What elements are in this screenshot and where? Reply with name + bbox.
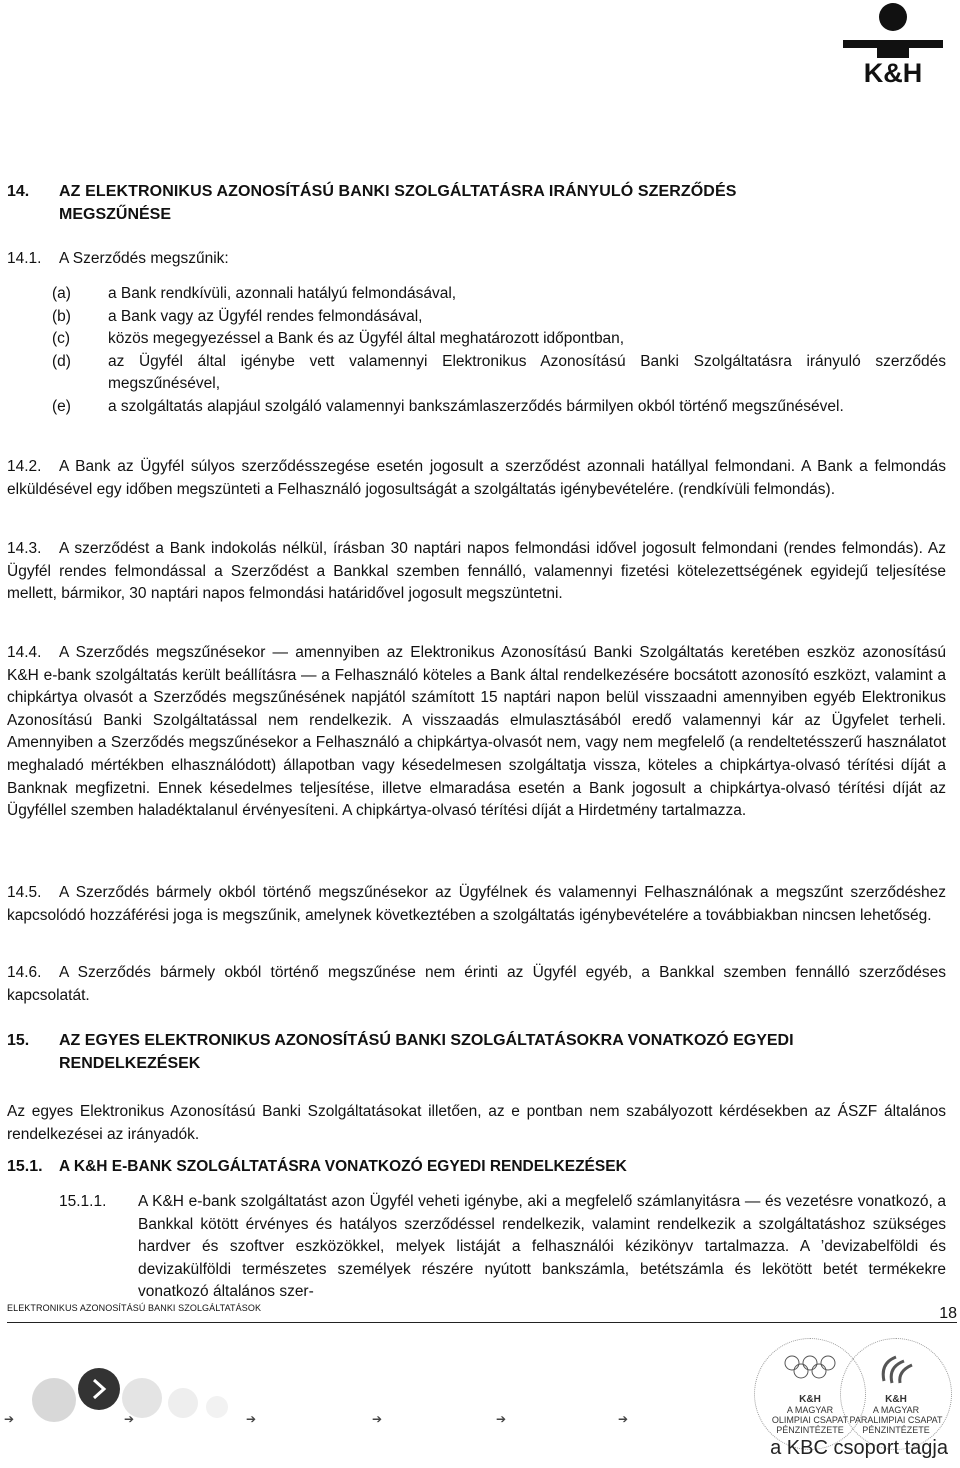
section-title-cont: MEGSZŰNÉSE: [59, 205, 172, 223]
footer-title: ELEKTRONIKUS AZONOSÍTÁSÚ BANKI SZOLGÁLTATÁSOK: [7, 1303, 262, 1313]
seal-text: PÉNZINTÉZETE: [862, 1425, 930, 1435]
arrow-icon: ➔: [124, 1412, 135, 1426]
paragraph-text: A Bank az Ügyfél súlyos szerződésszegése esetén jogosult a szerződést azonnali hatállyal felmondani. A Bank a felmondás elküldésével egy időben megszünteti a Felhasználó jogosultságát a szolgáltatás igénybevételére. (rendkívüli felmondás).: [7, 458, 946, 498]
section-title: AZ ELEKTRONIKUS AZONOSÍTÁSÚ BANKI SZOLGÁLTATÁSRA IRÁNYULÓ SZERZŐDÉS: [59, 183, 737, 200]
list-label: (d): [52, 352, 71, 370]
seal-text: PARALIMPIAI CSAPAT: [849, 1415, 943, 1425]
section-title-cont: RENDELKEZÉSEK: [59, 1054, 201, 1072]
paragraph-text: A Szerződés bármely okból történő megszűnése nem érinti az Ügyfél egyéb, a Bankkal szemben fennálló szerződéses kapcsolatát.: [7, 964, 946, 1004]
section-number: 14.: [7, 183, 30, 200]
list-item: [52, 328, 946, 351]
list-label: (a): [52, 285, 71, 302]
paragraph-14-1: [7, 248, 946, 271]
seal-text: K&H: [799, 1394, 821, 1405]
paragraph-text: A szerződést a Bank indokolás nélkül, írásban 30 naptári napos felmondási idővel jogosult felmondani (rendes felmondás). Az Ügyfél rendes felmondással a Szerződést a Bankkal szemben fennálló, valamennyi fizetési kötelezettségének egyidejű teljesítése mellett, bármikor, 30 naptári napos felmondási határidővel jogosult megszüntetni.: [7, 540, 946, 603]
arrow-circle-icon: [78, 1368, 120, 1410]
paragraph-number: 14.4.: [7, 644, 42, 661]
paralympic-seal: [840, 1338, 952, 1450]
olympic-rings-icon: [780, 1353, 840, 1383]
list-text: a szolgáltatás alapjául szolgáló valamennyi bankszámlaszerződés bármilyen okból történő megszűnésével.: [108, 397, 844, 415]
svg-text:K&H: K&H: [863, 58, 923, 86]
seal-text: A MAGYAR: [872, 1405, 920, 1415]
list-item: [52, 283, 946, 306]
arrow-icon: ➔: [372, 1412, 383, 1426]
paragraph-text: A Szerződés megszűnésekor — amennyiben az Elektronikus Azonosítású Banki Szolgáltatás keretében eszköz azonosítású K&H e-bank szolgáltatás került beállításra — a Felhasználó köteles a Bank által rendelkezésére bocsátott azonosító eszközt, valamint a chipkártya olvasót a Szerződés megszűnésének napjától számított 15 naptári napon belül visszaadni amennyiben egyéb Elektronikus Azonosítású Banki Szolgáltatással nem rendelkezik. A visszaadás elmulasztásából eredő valamennyi kár az Ügyfelet terheli. Amennyiben a Szerződés megszűnésekor a Felhasználó a chipkártya-olvasót nem, vagy nem megfelelő (a rendeltetésszerű használatot meghaladó mértékben elhasználódott) állapotban vagy késedelmesen szolgáltatja vissza, köteles a chipkártya-olvasó térítési díját a Banknak megfizetni. Ennek késedelmes teljesítése, illetve elmaradása esetén a Bank jogosult a chipkártya-olvasó térítési díját az Ügyféllel szemben haladéktalanul érvényesíteni. A chipkártya-olvasó térítési díját a Hirdetmény tartalmazza.: [7, 644, 946, 820]
section-title: AZ EGYES ELEKTRONIKUS AZONOSÍTÁSÚ BANKI SZOLGÁLTATÁSOKRA VONATKOZÓ EGYEDI: [59, 1032, 794, 1049]
gray-circle-icon: [206, 1396, 228, 1418]
list-item: [52, 351, 946, 396]
list-text: az Ügyfél által igénybe vett valamennyi Elektronikus Azonosítású Banki Szolgáltatásra irányuló szerződés megszűnésével,: [108, 352, 946, 393]
footer-divider: [7, 1322, 957, 1323]
list-text: a Bank vagy az Ügyfél rendes felmondásával,: [108, 307, 423, 325]
paragraph-number: 14.1.: [7, 250, 42, 267]
kbc-tagline: a KBC csoport tagja: [770, 1437, 948, 1459]
paragraph-text: A Szerződés megszűnik:: [59, 250, 229, 267]
paralympic-symbol-icon: [876, 1351, 916, 1387]
seal-text: OLIMPIAI CSAPAT: [771, 1415, 849, 1425]
subsection-number: 15.1.: [7, 1158, 43, 1175]
list-text: a Bank rendkívüli, azonnali hatályú felmondásával,: [108, 285, 457, 302]
arrow-icon: ➔: [246, 1412, 257, 1426]
list-label: (c): [52, 330, 71, 348]
paragraph-number: 14.3.: [7, 540, 42, 557]
list-label: (e): [52, 397, 71, 415]
subsection-15-1-heading: [7, 1156, 946, 1179]
paragraph-number: 15.1.1.: [59, 1193, 107, 1210]
arrow-icon: ➔: [496, 1412, 507, 1426]
paragraph-text: A K&H e-bank szolgáltatást azon Ügyfél veheti igénybe, aki a megfelelő számlanyitásra — és vezetésre vonatkozó, a Bankkal kötött érvényes és hatályos szerződéssel rendelkezik, valamint rendelkezik a szolgáltatáshoz szükséges hardver és szoftver eszközökkel, melyek listáját a felhasználói kézikönyv tartalmazza. A ’devizabelföldi és devizakülföldi természetes személyek részére nyútott bankszámla, betétszámla és lekötött betét termékekre vonatkozó általános szer-: [138, 1193, 946, 1301]
paragraph-number: 14.2.: [7, 458, 42, 475]
list-label: (b): [52, 307, 71, 325]
gray-circle-icon: [32, 1378, 76, 1422]
list-item: [52, 306, 946, 329]
termination-list: [52, 283, 946, 419]
section-15-heading: [7, 1030, 946, 1075]
paragraph-text: A Szerződés bármely okból történő megszűnésekor az Ügyfélnek és valamennyi Felhasználónak a megszűnt szerződéshez kapcsolódó hozzáférési joga is megszűnik, amelynek következtében a szolgáltatás igénybevételére a továbbiakban nincsen lehetőség.: [7, 884, 946, 924]
list-text: közös megegyezéssel a Bank és az Ügyfél által meghatározott időpontban,: [108, 330, 625, 348]
arrow-icon: ➔: [4, 1412, 15, 1426]
subsection-title: A K&H E-BANK SZOLGÁLTATÁSRA VONATKOZÓ EGYEDI RENDELKEZÉSEK: [59, 1158, 627, 1175]
bottom-banner: [0, 1338, 960, 1468]
page-number: 18: [939, 1305, 957, 1322]
section-15-intro: Az egyes Elektronikus Azonosítású Banki Szolgáltatásokat illetően, az e pontban nem szabályozott kérdésekben az ÁSZF általános rendelkezései az irányadók.: [7, 1103, 946, 1143]
arrow-icon: ➔: [618, 1412, 629, 1426]
seal-text: PÉNZINTÉZETE: [776, 1425, 844, 1435]
seal-text: A MAGYAR: [786, 1405, 834, 1415]
gray-circle-icon: [168, 1388, 198, 1418]
paragraph-number: 14.6.: [7, 964, 42, 981]
paragraph-number: 14.5.: [7, 884, 42, 901]
section-14-heading: [7, 181, 946, 226]
kh-logo-icon: [835, 0, 951, 86]
section-number: 15.: [7, 1032, 30, 1049]
kh-logo: [835, 0, 951, 86]
list-item: [52, 396, 946, 419]
seal-text: K&H: [885, 1394, 907, 1405]
